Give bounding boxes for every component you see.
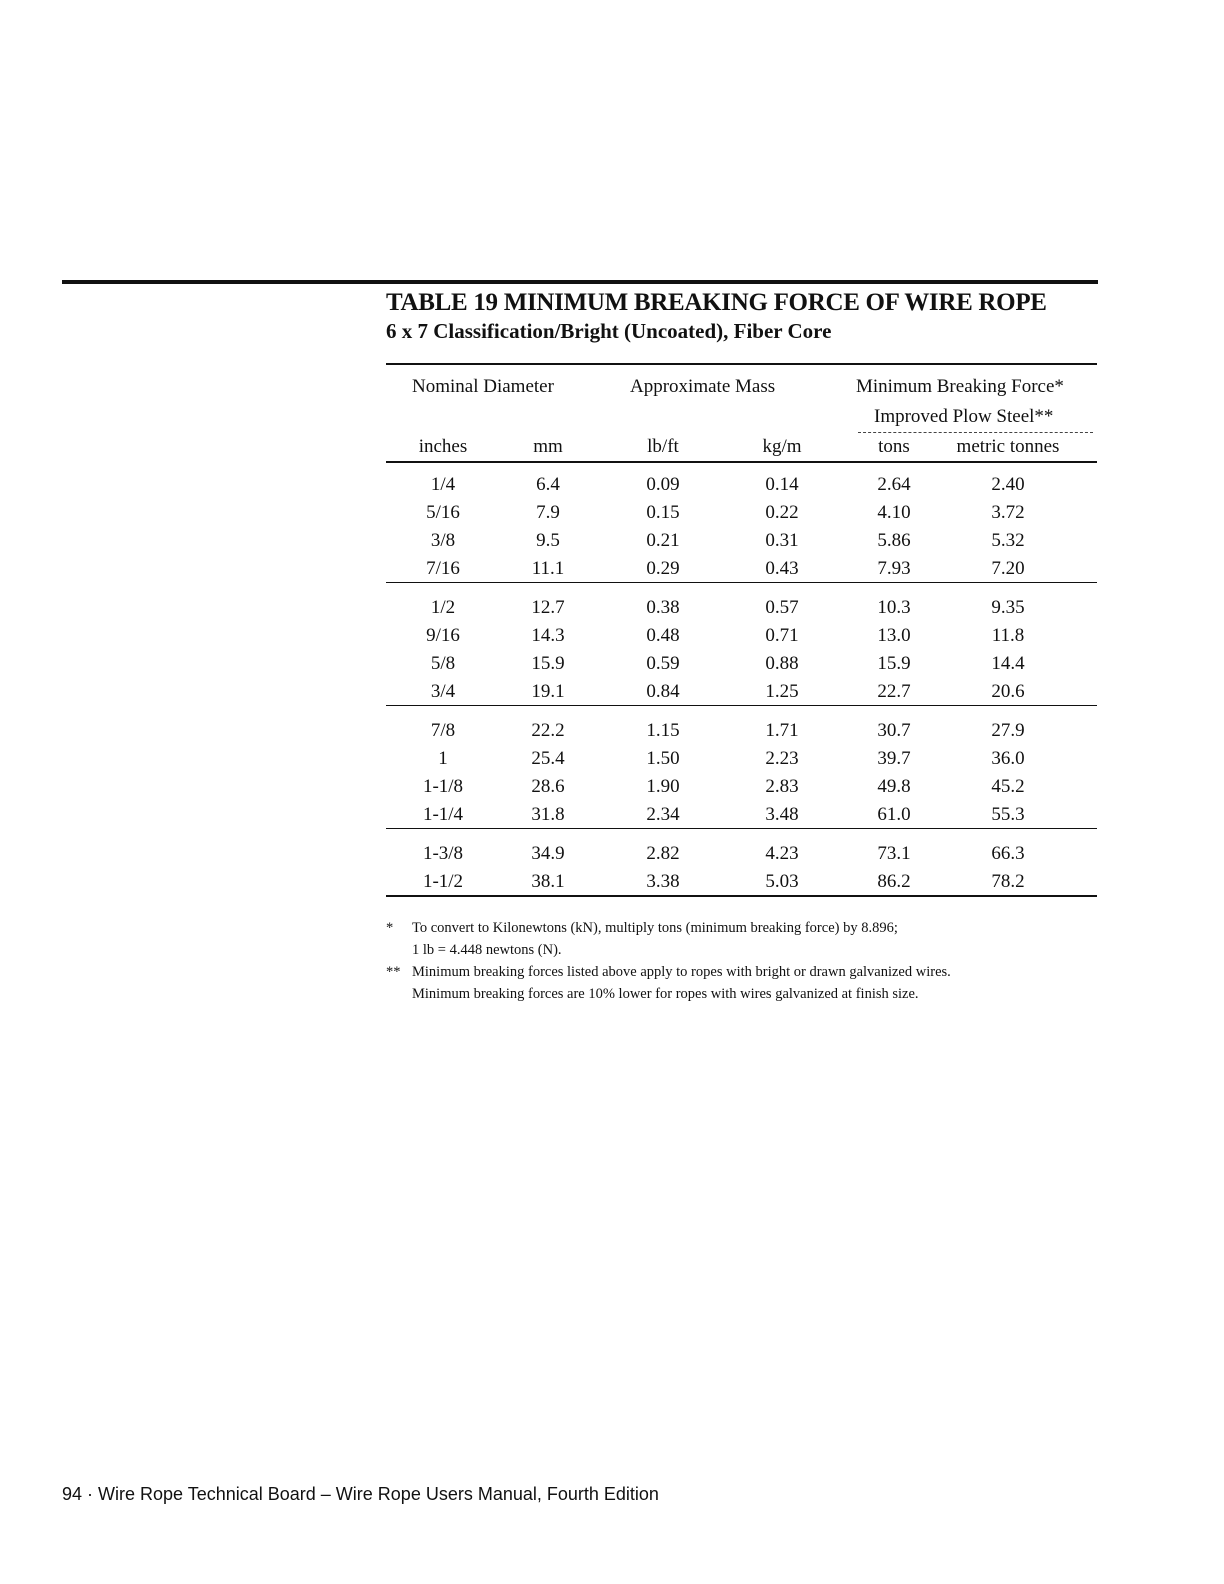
cell-inches: 1-1/8 [422, 776, 464, 797]
cell-inches: 3/4 [430, 681, 456, 702]
cell-lb-ft: 0.15 [646, 502, 680, 523]
cell-inches: 1-1/2 [422, 871, 464, 892]
cell-mm: 6.4 [536, 474, 560, 495]
cell-tons: 2.64 [877, 474, 911, 495]
cell-mm: 34.9 [531, 843, 565, 864]
cell-mm: 12.7 [531, 597, 565, 618]
group-separator-rule [386, 895, 1097, 897]
header-mm: mm [533, 436, 563, 457]
cell-mm: 15.9 [531, 653, 565, 674]
cell-mm: 31.8 [531, 804, 565, 825]
cell-metric-tonnes: 78.2 [991, 871, 1025, 892]
header-approximate-mass: Approximate Mass [630, 376, 776, 397]
cell-kg-m: 1.71 [765, 720, 799, 741]
cell-mm: 19.1 [531, 681, 565, 702]
cell-metric-tonnes: 45.2 [991, 776, 1025, 797]
cell-kg-m: 0.71 [765, 625, 799, 646]
cell-kg-m: 0.22 [765, 502, 799, 523]
header-lb-ft: lb/ft [647, 436, 679, 457]
cell-lb-ft: 1.90 [646, 776, 680, 797]
cell-inches: 7/16 [426, 558, 460, 579]
header-bottom-rule [386, 461, 1097, 463]
cell-lb-ft: 0.21 [646, 530, 680, 551]
cell-lb-ft: 0.09 [646, 474, 680, 495]
cell-metric-tonnes: 55.3 [991, 804, 1025, 825]
cell-inches: 3/8 [430, 530, 456, 551]
cell-tons: 10.3 [877, 597, 911, 618]
header-grade: Improved Plow Steel** [874, 406, 1054, 427]
note1-line2: 1 lb = 4.448 newtons (N). [412, 942, 562, 958]
cell-mm: 25.4 [531, 748, 565, 769]
cell-kg-m: 0.57 [765, 597, 799, 618]
header-tons: tons [878, 436, 910, 457]
cell-kg-m: 0.31 [765, 530, 799, 551]
cell-inches: 5/16 [426, 502, 460, 523]
note2-line2: Minimum breaking forces are 10% lower for ropes with wires galvanized at finish size. [412, 986, 919, 1002]
cell-kg-m: 2.23 [765, 748, 799, 769]
cell-kg-m: 0.88 [765, 653, 799, 674]
cell-metric-tonnes: 9.35 [991, 597, 1025, 618]
cell-tons: 5.86 [877, 530, 911, 551]
cell-metric-tonnes: 3.72 [991, 502, 1025, 523]
cell-lb-ft: 0.84 [646, 681, 680, 702]
cell-lb-ft: 3.38 [646, 871, 680, 892]
cell-kg-m: 2.83 [765, 776, 799, 797]
cell-inches: 1 [438, 748, 448, 769]
cell-inches: 1-3/8 [422, 843, 464, 864]
table-top-rule [386, 363, 1097, 365]
note1-line1: To convert to Kilonewtons (kN), multiply tons (minimum breaking force) by 8.896; [412, 920, 898, 936]
cell-metric-tonnes: 66.3 [991, 843, 1025, 864]
header-minimum-breaking-force: Minimum Breaking Force* [856, 376, 1064, 397]
cell-mm: 7.9 [536, 502, 560, 523]
cell-lb-ft: 0.38 [646, 597, 680, 618]
cell-tons: 22.7 [877, 681, 911, 702]
cell-kg-m: 0.43 [765, 558, 799, 579]
group-separator-rule [386, 582, 1097, 583]
cell-mm: 11.1 [531, 558, 565, 579]
cell-metric-tonnes: 27.9 [991, 720, 1025, 741]
top-rule [62, 280, 1098, 284]
cell-tons: 7.93 [877, 558, 911, 579]
cell-tons: 13.0 [877, 625, 911, 646]
cell-metric-tonnes: 20.6 [991, 681, 1025, 702]
cell-lb-ft: 2.82 [646, 843, 680, 864]
cell-tons: 15.9 [877, 653, 911, 674]
cell-metric-tonnes: 2.40 [991, 474, 1025, 495]
cell-tons: 86.2 [877, 871, 911, 892]
group-separator-rule [386, 828, 1097, 829]
cell-metric-tonnes: 5.32 [991, 530, 1025, 551]
table-title: TABLE 19 MINIMUM BREAKING FORCE OF WIRE ROPE [386, 289, 1047, 316]
cell-kg-m: 5.03 [765, 871, 799, 892]
header-kg-m: kg/m [762, 436, 802, 457]
cell-metric-tonnes: 14.4 [991, 653, 1025, 674]
header-metric-tonnes: metric tonnes [956, 436, 1060, 457]
cell-mm: 38.1 [531, 871, 565, 892]
cell-inches: 9/16 [426, 625, 460, 646]
cell-kg-m: 0.14 [765, 474, 799, 495]
cell-lb-ft: 1.50 [646, 748, 680, 769]
cell-metric-tonnes: 36.0 [991, 748, 1025, 769]
cell-tons: 73.1 [877, 843, 911, 864]
group-separator-rule [386, 705, 1097, 706]
cell-metric-tonnes: 7.20 [991, 558, 1025, 579]
table-subtitle: 6 x 7 Classification/Bright (Uncoated), Fiber Core [386, 319, 832, 343]
note1-mark: * [386, 920, 394, 936]
cell-tons: 4.10 [877, 502, 911, 523]
cell-tons: 61.0 [877, 804, 911, 825]
cell-lb-ft: 0.59 [646, 653, 680, 674]
note2-line1: Minimum breaking forces listed above apply to ropes with bright or drawn galvanized wires. [412, 964, 951, 980]
cell-inches: 1-1/4 [422, 804, 464, 825]
cell-tons: 30.7 [877, 720, 911, 741]
cell-lb-ft: 2.34 [646, 804, 680, 825]
cell-inches: 5/8 [430, 653, 456, 674]
cell-metric-tonnes: 11.8 [991, 625, 1025, 646]
cell-inches: 7/8 [430, 720, 456, 741]
cell-kg-m: 1.25 [765, 681, 799, 702]
cell-mm: 28.6 [531, 776, 565, 797]
cell-tons: 39.7 [877, 748, 911, 769]
grade-underline [858, 432, 1093, 433]
header-inches: inches [418, 436, 468, 457]
cell-inches: 1/2 [430, 597, 456, 618]
cell-inches: 1/4 [430, 474, 456, 495]
note2-mark: ** [386, 964, 401, 980]
cell-mm: 9.5 [536, 530, 560, 551]
cell-kg-m: 3.48 [765, 804, 799, 825]
cell-lb-ft: 1.15 [646, 720, 680, 741]
cell-mm: 14.3 [531, 625, 565, 646]
cell-lb-ft: 0.29 [646, 558, 680, 579]
page-footer: 94 · Wire Rope Technical Board – Wire Rope Users Manual, Fourth Edition [62, 1484, 659, 1504]
header-nominal-diameter: Nominal Diameter [412, 376, 554, 397]
cell-tons: 49.8 [877, 776, 911, 797]
cell-lb-ft: 0.48 [646, 625, 680, 646]
cell-kg-m: 4.23 [765, 843, 799, 864]
cell-mm: 22.2 [531, 720, 565, 741]
